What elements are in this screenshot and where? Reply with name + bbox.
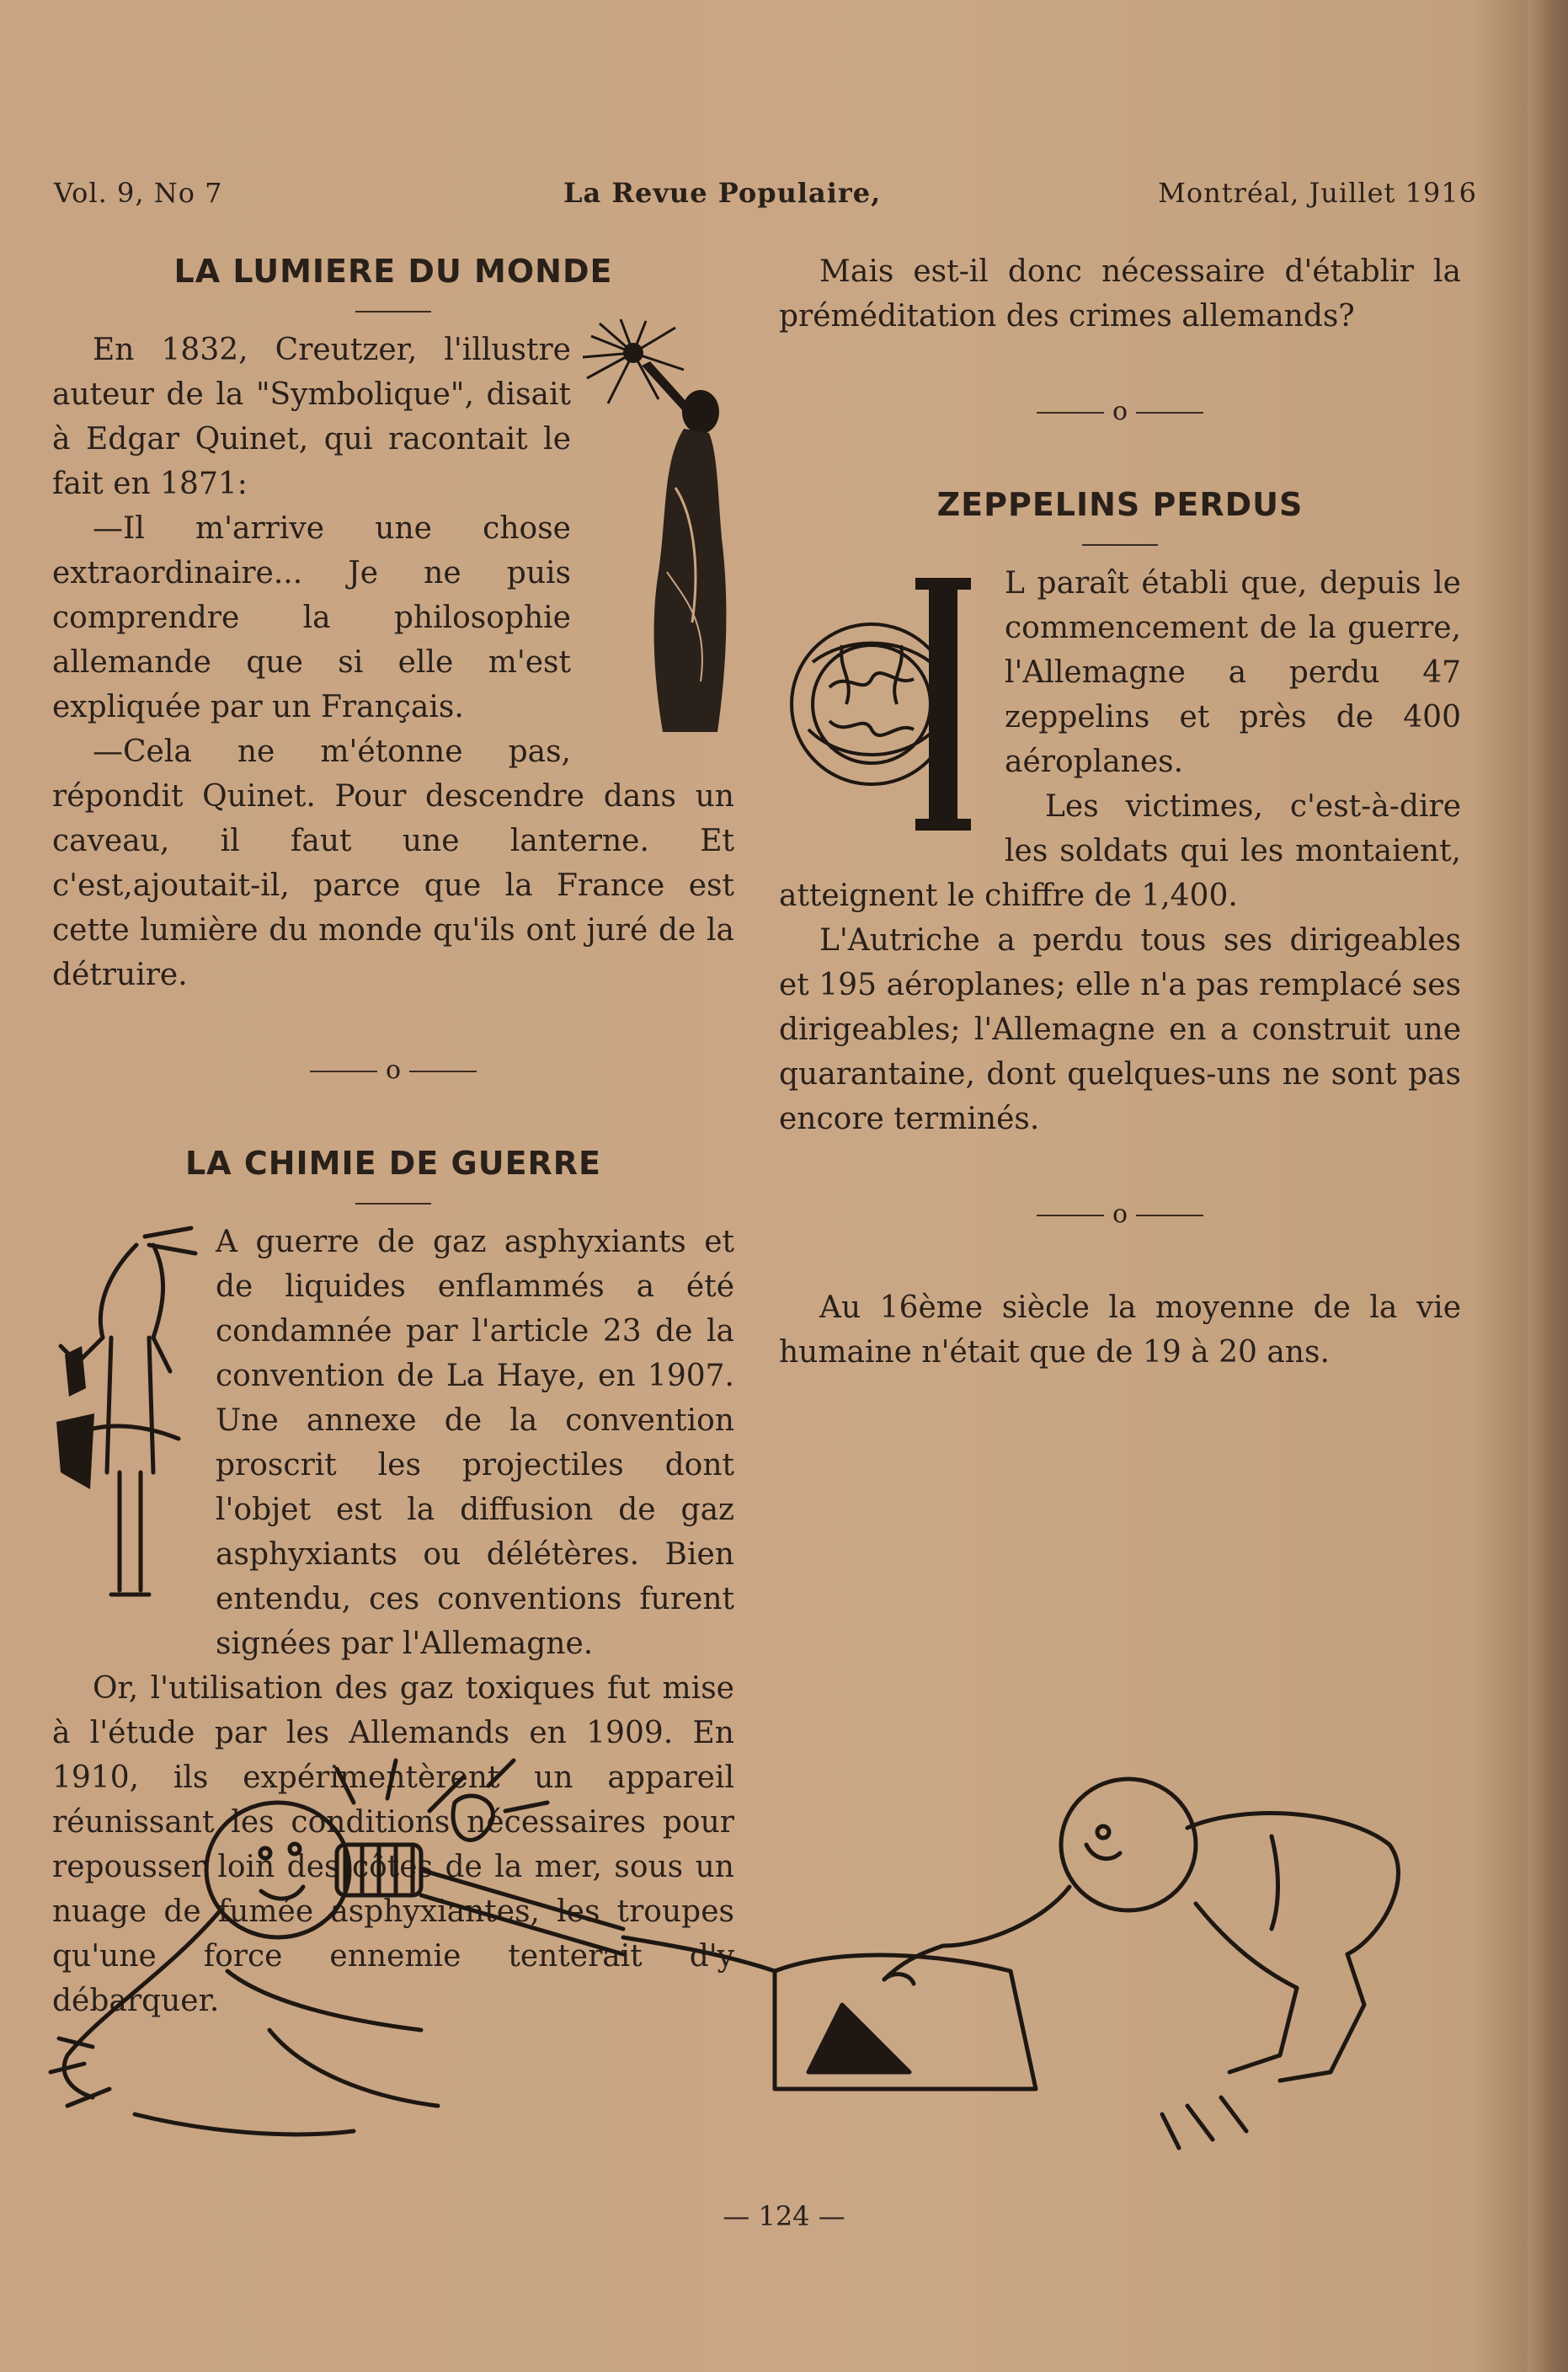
section-separator: o <box>779 1192 1461 1237</box>
section-separator: o <box>52 1048 734 1093</box>
cartoon-illustration <box>34 1752 1482 2190</box>
article3-paragraph-1: L paraît établi que, depuis le commencement de la guerre, l'Allemagne a perdu 47 zeppelins et près de 400 aéroplanes. <box>1005 566 1461 779</box>
article2-title: LA CHIMIE DE GUERRE <box>184 1145 602 1182</box>
article3-title: ZEPPELINS PERDUS <box>936 486 1304 523</box>
section-separator: o <box>779 389 1461 434</box>
article2-paragraph-1: A guerre de gaz asphyxiants et de liquides enflammés a été condamnée par l'article 23 de la convention de La Haye, en 1907. Une annexe de la convention proscrit les projectiles dont l'objet est la diffusion de gaz asphyxiants ou délétères. Bien entendu, ces conventions furent signées par l'Allemagne. <box>216 1225 734 1661</box>
lamp-bearer-illustration <box>583 319 734 740</box>
book-spine-shadow <box>1528 0 1568 2372</box>
article2-paragraph-2: Or, l'utilisation des gaz toxiques fut mise à l'étude par les Allemands en 1909. En 1910, ils expérimentèrent un appareil réunissant les conditions nécessaires pour repousser loin des côtes de la mer, sous un nuage de fumée asphyxiantes, les troupes qu'une force ennemie tenterait d'y débarquer. <box>52 1671 734 2018</box>
article1-title: LA LUMIERE DU MONDE <box>173 253 613 290</box>
page-number: — 124 — <box>723 2200 845 2232</box>
running-header <box>54 177 1477 214</box>
article1-paragraph-1: En 1832, Creutzer, l'illustre auteur de la "Symbolique", disait à Edgar Quinet, qui racontait le fait en 1871: <box>52 333 571 501</box>
header-place-date: Montréal, Juillet 1916 <box>1158 177 1477 209</box>
article3-paragraph-2: Les victimes, c'est-à-dire les soldats qui les montaient, atteignent le chiffre de 1,400. <box>779 789 1461 913</box>
article2-paragraph-3: Mais est-il donc nécessaire d'établir la préméditation des crimes allemands? <box>779 254 1461 334</box>
article1-paragraph-2: —Il m'arrive une chose extraordinaire... Je ne puis comprendre la philosophie allemande que si elle m'est expliquée par un Français. <box>52 511 571 724</box>
right-column <box>779 249 1461 1375</box>
article3-paragraph-3: L'Autriche a perdu tous ses dirigeables et 195 aéroplanes; elle n'a pas remplacé ses dirigeables; l'Allemagne en a construit une quarantaine, dont quelques-uns ne sont pas encore terminés. <box>779 923 1461 1136</box>
ornamental-initial-I <box>779 561 989 839</box>
header-volume: Vol. 9, No 7 <box>54 177 223 209</box>
soldier-with-gas-illustration <box>44 1220 204 1624</box>
header-publication: La Revue Populaire, <box>563 177 882 209</box>
article4-paragraph-1: Au 16ème siècle la moyenne de la vie humaine n'était que de 19 à 20 ans. <box>779 1290 1461 1370</box>
article1-paragraph-3: —Cela ne m'étonne pas, répondit Quinet. Pour descendre dans un caveau, il faut une lanterne. Et c'est,ajoutait-il, parce que la France est cette lumière du monde qu'ils ont juré de la détruire. <box>52 735 734 992</box>
